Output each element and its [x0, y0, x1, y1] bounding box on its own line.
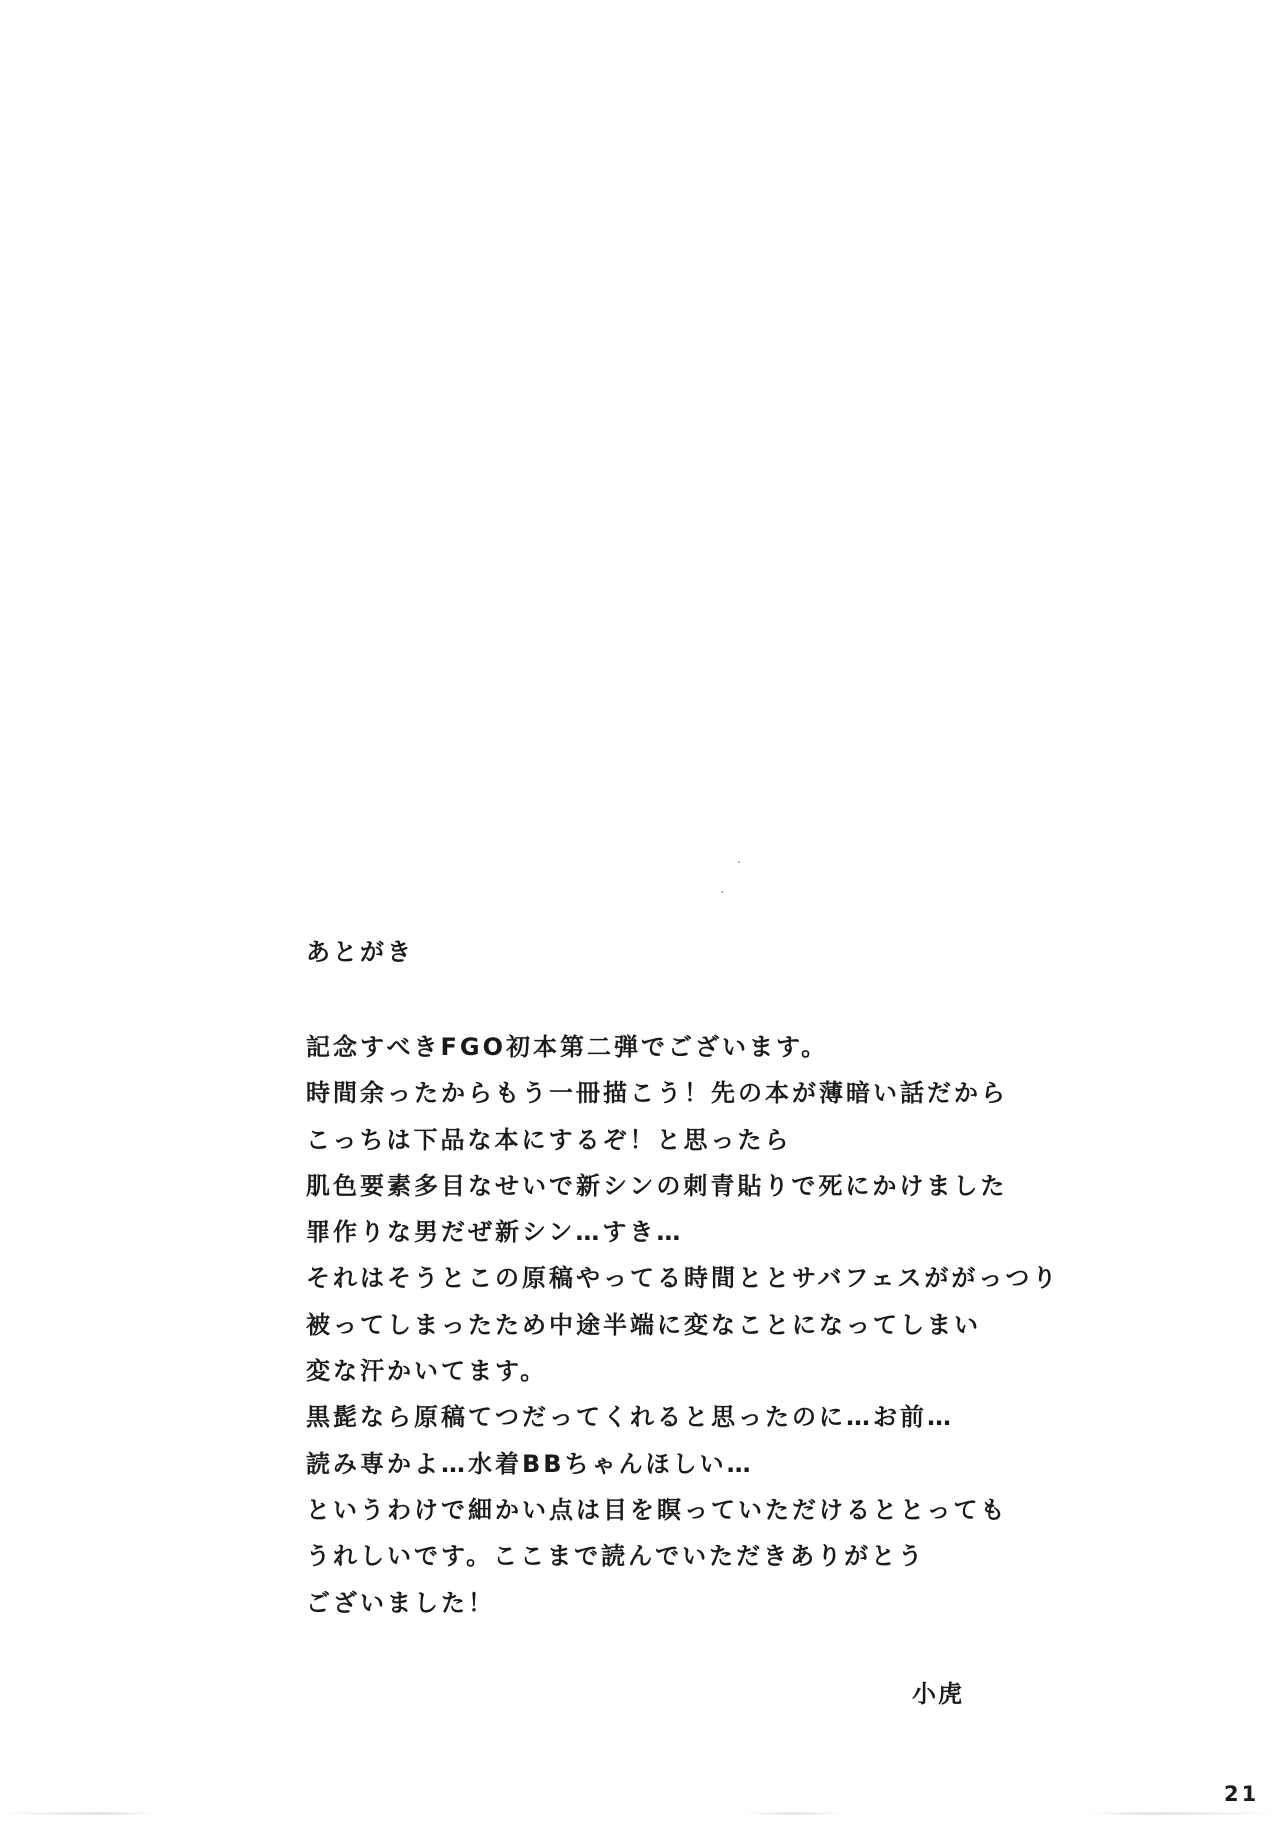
afterword-line: 時間余ったからもう一冊描こう！先の本が薄暗い話だから [306, 1079, 1008, 1108]
afterword-line: こっちは下品な本にするぞ！と思ったら [306, 1125, 792, 1154]
afterword-line-wrapped [306, 1487, 1126, 1580]
afterword-line: 罪作りな男だぜ新シン…すき… [306, 1218, 684, 1247]
afterword-section [306, 935, 1126, 1626]
afterword-line: 変な汗かいてます。 [306, 1357, 548, 1386]
afterword-title: あとがき [306, 938, 414, 966]
page-number: 21 [1224, 1782, 1260, 1806]
afterword-line-part: うれしいです。ここまで読んでいただきありがとう [306, 1542, 926, 1571]
afterword-line: ございました！ [306, 1588, 495, 1617]
scan-edge [0, 1812, 1280, 1815]
author-signature: 小虎 [912, 1680, 964, 1708]
afterword-line: 黒髭なら原稿てつだってくれると思ったのに…お前… [306, 1403, 954, 1432]
afterword-line: 読み専かよ…水着BBちゃんほしい… [306, 1449, 754, 1478]
print-speck [738, 861, 740, 863]
afterword-line: 肌色要素多目なせいで新シンの刺青貼りで死にかけました [306, 1171, 1008, 1200]
afterword-body [306, 1024, 1126, 1626]
afterword-line: 被ってしまったため中途半端に変なことになってしまい [306, 1310, 981, 1339]
afterword-line-part: というわけで細かい点は目を瞑っていただけるととっても [306, 1495, 1008, 1524]
afterword-line: それはそうとこの原稿やってる時間ととサバフェスががっつり [306, 1264, 1060, 1293]
print-speck [721, 891, 723, 893]
afterword-line: 記念すべきFGO初本第二弾でございます。 [306, 1033, 829, 1061]
